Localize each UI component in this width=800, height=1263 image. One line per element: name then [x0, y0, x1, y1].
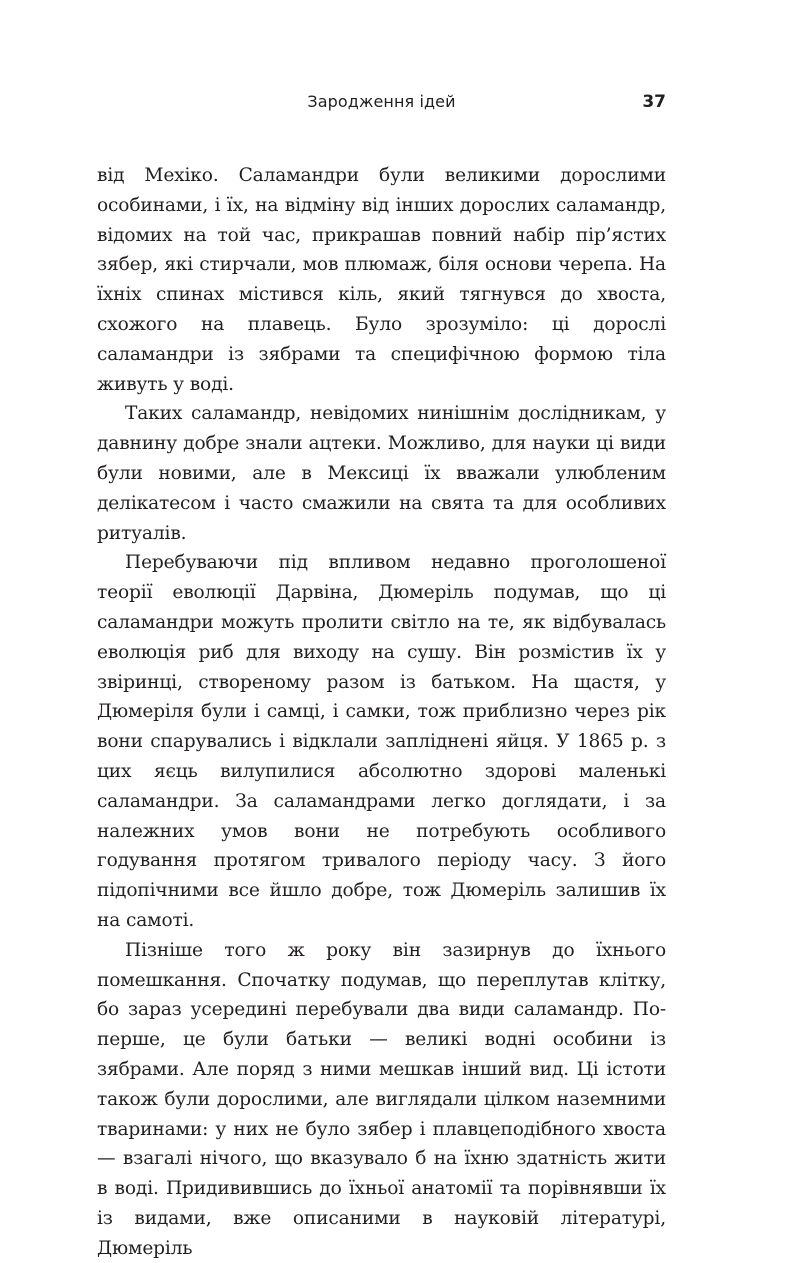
paragraph: Перебуваючи під впливом недавно проголошеної теорії еволюції Дарвіна, Дюмеріль подумав, що ці саламандри можуть пролити світло на те, як відбувалась еволюція риб для виходу на сушу. Він розмістив їх у звіринці, створеному разом із батьком. На щастя, у Дюмеріля були і самці, і самки, тож приблизно через рік вони спарувались і відклали запліднені яйця. У 1865 р. з цих яєць вилупилися абсолютно здорові маленькі саламандри. За саламандрами легко доглядати, і за належних умов вони не потребують особливого годування протягом тривалого періоду часу. З його підопічними все йшло добре, тож Дюмеріль залишив їх на самоті.: [97, 552, 666, 931]
paragraph-continued: від Мехіко. Саламандри були великими дорослими особинами, і їх, на відміну від інших дорослих саламандр, відомих на той час, прикрашав повний набір пір’ястих зябер, які стирчали, мов плюмаж, біля основи черепа. На їхніх спинах містився кіль, який тягнувся до хвоста, схожого на плавець. Було зрозуміло: ці дорослі саламандри із зябрами та специфічною формою тіла живуть у воді.: [97, 165, 666, 395]
running-header: [0, 90, 800, 114]
paragraph: Таких саламандр, невідомих нинішнім дослідникам, у давнину добре знали ацтеки. Можливо, для науки ці види були новими, але в Мексиці їх вважали улюбленим делікатесом і часто смажили на свята та для особливих ритуалів.: [97, 403, 666, 544]
running-title: Зародження ідей: [307, 92, 456, 111]
page-number: 37: [642, 92, 666, 112]
paragraph: Пізніше того ж року він зазирнув до їхнього помешкання. Спочатку подумав, що переплутав клітку, бо зараз усередині перебували два види саламандр. По-перше, це були батьки — великі водні особини із зябрами. Але поряд з ними мешкав інший вид. Ці істоти також були дорослими, але виглядали цілком наземними тваринами: у них не було зябер і плавцеподібного хвоста — взагалі нічого, що вказувало б на їхню здатність жити в воді. Придивившись до їхньої анатомії та порівнявши їх із видами, вже описаними в науковій літературі, Дюмеріль: [97, 939, 666, 1259]
body-text: [97, 161, 666, 1263]
